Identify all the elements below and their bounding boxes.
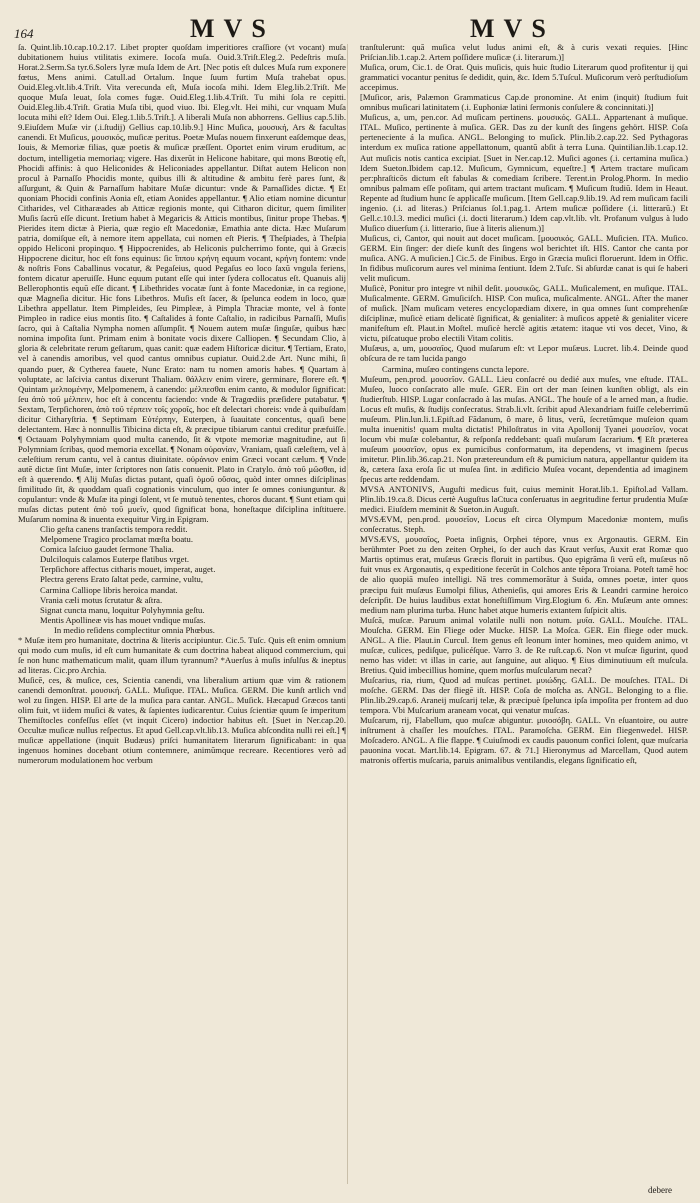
right-paragraph: Muſicus, a, um, pen.cor. Ad muſicam pertinens. μουσικός. GALL. Appartenant à muſique. ITAL. Muſico, pertinente à muſica. GER. Das zu der kunſt des ſingens gehört. HISP. Coſa perteneciente á la muſica. ANGL. Belonging to muſick. Plin.lib.2.cap.22. Sed Pythagoras interdum ex muſica ratione appellattonum, quantū abſit à terra Luna. Quintilian.lib.1.cap.12. Aut muſicis notis cantica excipiat. [Suet in Ner.cap.12. Muſici agones (.i. certamina muſica.) Idem Sueton.Ibidem cap.12. Muſicum, Gymnicum, equeſtre.] ¶ Artem tractare muſicam per:phraſticōs dictum eſt fabulas & comediam ſcribere. Terent.in Prolog.Phorm. In medio omnibus palmam eſſe poſitam, qui artem tractant muſicam. ¶ Muſicum ſtudiū. Idem in Heaut. Repente ad ſtudium hunc ſe applicaſſe muſicum. [Item Gell.cap.9.lib.19. Ad rem muſicam facili ingenio. (.i. ad literas.) Priſcianus ſol.1.pag.1. Artem muſicæ poſſidere (.i. litterarū.) Et Gell.c.10.l.3. medici muſici (.i. docti literarum.) Idem cap.vlt.lib. vlt. Profanum vulgus à ludo Muſico diuerſum (.i. litterario, ſiue à literis alienum.)] <box>360 112 688 233</box>
left-column <box>18 42 346 1192</box>
poem-line: Terpſichore affectus citharis mouet, imperat, auget. <box>40 564 216 575</box>
poem-line: Mentis Apollineæ vis has mouet vndique muſas. <box>40 614 206 625</box>
right-paragraph: Muſcarius, ria, rium, Quod ad muſcas pertinet. μυιώδης. GALL. De mouſches. ITAL. Di moſche. GERM. Das der fliegē iſt. HISP. Coſa de moſcha as. ANGL. Belonging to a flie. Plin.lib.29.cap.6. Araneij muſcarij telæ, & præcipuè ſpelunca ipſa impoſita per frontem ad duo tempora. Vbi Muſcarium araneam vocat, qui venatur muſcas. <box>360 674 688 716</box>
right-column <box>360 42 688 1192</box>
poem-line: Plectra gerens Erato ſaltat pede, carmine, vultu, <box>40 574 203 585</box>
left-paragraph: * Muſæ item pro humanitate, doctrina & literis accipiuntur. Cic.5. Tuſc. Quis eſt enim omnium qui modo cum muſis, id eſt cum humanitate & cum doctrina habeat aliquod commercium, qui ſe non hunc mathematicum malit, quam illum tyrannum? *Auerſus à muſis inſulſus & ineptus ad literas. Cic.pro Archia. <box>18 634 346 675</box>
poem-line: Dulciloquis calamos Euterpe flatibus vrget. <box>40 554 190 565</box>
left-paragraph: Muſicē, ces, & muſice, ces, Scientia canendi, vna liberalium artium quæ vim & rationem canendi demonſtrat. μουσική. GALL. Muſique. ITAL. Muſica. GERM. Die kunſt artlich vnd wol zu ſingen. HISP. El arte de la muſica para cantar. ANGL. Muſick. Hæcapud Græcos tanti olim fuit, vt iidem muſici & vates, & ſapientes iudicarentur. Cuius ſcientiæ quum ſe imperitum Themiſtocles confeſſus eſſet (vt inquit Cicero) indoctior habitus eſt. [Suet in Ner.cap.20. Occultæ muſicæ nullus reſpectus. Et apud Gell.cap.vlt.lib.13. Muſica abſcondita nulli rei eſt.] ¶ muſicæ appellatione (inquit Budæus) priſci humanitatem literarum ſignificabant: in qua ingenuos homines docebant otium contemnere, animūmque recreare. Recentiores verò ad numerorum modulationem hoc verbum <box>18 674 346 766</box>
right-paragraph: tranſtulerunt: quā muſica velut ludus animi eſt, & à curis vexati requies. [Hinc Priſcian.lib.1.cap.2. Artem poſſidere muſicæ (.i. literarum.)] <box>360 42 688 63</box>
right-paragraph: Muſicè, Ponitur pro integre vt nihil deſit. μουσικῶς. GALL. Muſicalement, en muſique. ITAL. Muſicalmente. GERM. Gmuſiciſch. HISP. Con muſica, muſicalmente. ANGL. After the maner of muſick. ]Nam muſicam veteres encyclopædiam dixere, in qua omnes ſunt comprehenſæ diſciplinæ, muſicè etiam delicatè ſignificat, & genialiter: à muſicos appetè & genialiter vicere manifeſtum eſt. Plaut.in Moſtel. muſicè herclè agitis ætatem: itaque vti vos decet, Vino, & victu, piſcatuque probo electili Vitam colitis. <box>360 283 688 344</box>
right-paragraph: Muſcā, muſcæ. Paruum animal volatile nulli non notum. μυῖα. GALL. Mouſche. ITAL. Mouſcha. GERM. Ein Fliege oder Mucke. HISP. La Moſca. GER. Ein fliege oder muck. ANGL. A flie. Plaut.in Curcul. Item genus eſt leonum inter homines, meo quidem animo, vt muſcæ, culices, pediſque, pulicéſque. Varro 3. de Re ruſt.cap.6. Non vt muſcæ ſigurint, quod nemo has videt: vt illas in carie, aut ſanguine, aut aliquo. ¶ Eius diminutiuum eſt muſcula. Bretius. Quid imbecillius homine, quem morſus muſcularum necat? <box>360 614 688 675</box>
right-paragraph: Muſica, orum, Cic.1. de Orat. Quis muſicis, quis huic ſtudio Literarum quod profitentur ij qui grammatici vocantur penitus ſe dedidit, quin, &c. Idem 5.Tuſcul. Muſicorum verò perſtudioſum accepimus. <box>360 62 688 93</box>
column-divider <box>347 44 348 1184</box>
right-paragraph: Muſicus, ci, Cantor, qui nouit aut docet muſicam. [μουσικός. GALL. Muſicien. ITA. Muſico. GERM. Ein ſinger: der dieſe kunſt des ſingens wol berichtet iſt. HIS. Cantor che canta por muſica. ANG. A muſicien.] Cic.5. de Finibus. Ergo in Græcia muſici floruerunt. Idem in Offic. In fidibus muſicorum aures vel minima ſentiunt. Idem 2.Tuſc. Si abſurdæ canat is qui ſe haberi velit muſicum. <box>360 232 688 284</box>
poem-line: In medio reſidens complectitur omnia Phœbus. <box>54 624 215 635</box>
running-head-right: MVS <box>470 14 555 43</box>
running-head-left: MVS <box>190 14 275 43</box>
page-header <box>0 10 700 44</box>
right-paragraph: MVSÆVM, pen.prod. μουσεῖον, Locus eſt circa Olympum Macedoniæ montem, muſis conſecratus. Steph. <box>360 514 688 535</box>
poem-line: Signat cuncta manu, loquitur Polyhymnia geſtu. <box>40 604 205 615</box>
page-number: 164 <box>14 26 34 41</box>
right-paragraph: Muſeum, pen.prod. μουσεῖον. GALL. Lieu conſacré ou dedié aux muſes, vne eſtude. ITAL. Muſeo, luoco conſacrato alle muſe. GER. Ein ort der man ſeinen kunſten obligt, als ein ſtudierſtub. HISP. Lugar conſacrado à las muſas. ANGL. The houſe of a le arned man, a ſtudie. Locus eſt muſis, & ſtudijs conſecratus. Strab.li.vlt. ſcribit apud Alexandriam fuiſſe celeberrimū muſeum. Plin.lun.li.1.Epiſt.ad Fādanum, ô mare, ô litus, verū, ſecretūmque muſeion quam multa inuenitis! quam multa dictatis! Philoſtratus in vita Apollonij Tyanei μουσεῖον, vocat locum vbi muſæ colebantur, & reſponſa reddebant: quaſi muſarum ſacrarium. ¶ Eſt præterea muſeum μουσεῖον, opus ex pumicibus conformatum, ita dependens, vt imaginem ſpecus imitetur. Plin.lib.36.cap.21. Non prætereundum eſt & pumicium natura, appellantur quidem ita &, cætera ſaxa eroſa ſic ut muſea ſint. in ædificio Muſea vocant, dependentia ad imaginem ſpecus arte reddendam. <box>360 373 688 485</box>
poem-line: Clio geſta canens tranſactis tempora reddit. <box>40 524 188 535</box>
right-paragraph: Muſæus, a, um, μουσαῖος, Quod muſarum eſt: vt Lepor muſæus. Lucret. lib.4. Deinde quod obſcura de re tam lucida pango <box>360 343 688 364</box>
right-paragraph: Muſcarum, rij, Flabellum, quo muſcæ abiguntur. μυιοσόβη. GALL. Vn eſuantoire, ou autre inſtrument à chaſſer les mouſches. ITAL. Paramoſcha. GERM. Ein fliegenwedel. HISP. Moſcadero. ANGL. A flie flappe. ¶ Cuiuſmodi ex caudis pauonum confici ſolent, quæ muſcaria pauonina vocat. Mart.lib.14. Epigram. 67. & 71.] Hieronymus ad Marcellam, Quod autem matronis offertis muſcaria, paruis animalibus ventilandis, elegans ſignificatio eſt, <box>360 715 688 766</box>
poem-line: Carmina Calliope libris heroica mandat. <box>40 584 178 595</box>
right-paragraph: [Muſicor, aris, Palæmon Grammaticus Cap.de pronomine. At enim (inquit) ſtudium fuit omnibus muſicari latinitatem (.i. Euphoniæ latini ſermonis conſulere & concinnitati.)] <box>360 92 688 113</box>
catchword: debere <box>648 1185 672 1195</box>
right-paragraph: MVSÆVS, μουσαῖος, Poeta inſignis, Orphei tépore, vnus ex Argonautis. GERM. Ein berühmter Poet zu den zeiten Orphei, ſo der auch das Kraut verſus, Auxit erat Romæ quo Martis optimus erat, muſæus Græcis floruit in partibus. Quo epigrāma ſi verū eſt, muſæus nō fuit vnus ex Argonautis, q expeditione fecerūt in Colchos ante têpora Troiana. Poteſt tamē hoc de alio quopiā muſeo intelligi. Nā tres commemorātur à Suida, omnes poetæ, inter quos præcipu fuit muſæus Eumolpi filius, Athenieſis, qui amores Eris & Leandri carmine heroico deſcripſit. De huius laudibus extat honeſtiſſimum Virg.Elogium 6. Æn. Muſæum ante omnes: medium nam plurima turba. Hunc habet atque humeris extantem ſuſpicit altis. <box>360 534 688 615</box>
poem-line: Carmina, muſæo contingens cuncta lepore. <box>382 363 530 374</box>
left-paragraph: ſa. Quint.lib.10.cap.10.2.17. Libet propter quoſdam imperitiores craſſiore (vt vocant) muſa dubitationem huius vtilitatis eximere. Iocoſa muſa. Ouid.3.Triſt.Eleg.2. Pedeſtris muſa. Horat.2.Serm.Sa tyr.6.Solers lyræ muſa Idem de Art. [Nec potis eſt dulces Muſa rum exponere fœtus, Mens animi. Catull.ad Ortalum. Inque ſuum furtim Muſa trahebat opus. Ouid.Eleg.vlt.lib.4.Triſt. Vita verecunda eſt, Muſa iocoſa mihi. Idem Eleg.lib.2.Triſt. Me quoque Muſa leuat, ſola comes fugæ. Ouid.Eleg.1.lib.4.Triſt. Tu mihi ſola re cepitti. Ouid.Eleg.lib.4.Triſt. Gratia Muſa tibi, quod viuo. Ibi. Eleg.vlt. Hei mihi, cur vnquam Muſa locuta mihi eſt? Idem Oui. Eleg.1.lib.5.Triſt.]. A liberali Muſa non abhorrens. Gellius cap.5.lib. 9.Eiuſdem Muſæ vir (.i.ſtudij) Gellius cap.10.lib.9.] Hinc Muſica, μουσική, Ars & facultas canendi. Et Muſicus, μουσικός, muſicæ peritus. Poetæ Muſas nouem finxerunt eaſdemque deas, Iouis, & Memoriæ filias, quæ poetis & muſicæ præſſent. Oportet enim virum eruditum, ac doctum, intelligetia memoriaq; vigere. Has dixerūt in Helicone habitare, qui mons Bœotię eſt, Phocidi affinis: à quo Heliconides & Heliconiades appellantur. Diſtat autem Helicon non procul à Parnaſſo Phocidis monte, quibus illi & altitudine & ambitu ferè pares ſunt, & aſſurgunt, & Quin & Parnaſſum habitare Muſæ dicuntur: vnde & Parnaſſides dictæ. ¶ Et quoniam Phocidi confinis Aonia eſt, etiam Aonides appellantur. ¶ Alio etiam nomine dicuntur Citharides, vel Citharæades ab Atticæ regionis monte, qui Citharon dicitur, quem ſimiliter Muſis ſacrū eſſe dicunt. Iretium habet à Megaricis & Atticis montibus, ſinitur prope Thebas. ¶ Pierides item dictæ à Pieria, quæ regio eſt Macedoniæ, Emathia ante dicta. Hæc Muſarum patria, domiſque eſt, à nemore item appellata, cui nomen eſt Pieris. ¶ Theſpiades, à Theſpia oppido Heliconi propinquo. ¶ Hippocrenides, ab Heliconis pulcherrimo fonte, qui à Græcis Hippocrene dicitur, hoc eſt fons equinus: ſic ἵππου κρήνη equum vocant, κρήνη fontem: vnde & noſtris Fons Caballinus vocatur, & Pegaſeius, quod Pegaſus eo loco ſaxū vngula feriens, fontem dicatur aperuiſſe. Hunc equum putant eſſe qui inter ſydera collocatus eſt. Quanuis alij Bellerophontis equū eſſe dicant. ¶ Libethrides vocatæ ſunt à fonte Macedoniæ, in ca regione, quæ Magneſia dicitur. Hic fons Libethros. Muſis eſt ſacer, & ſpelunca eodem in loco, quæ Libethra appellatur. Item Pimpleides, ſeu Pimpleæ, à Pimpla Thraciæ monte, vel à fonte Pimpleo in radice eius montis ſito. ¶ Caſtalides à fonte Caſtalio, in radicibus Parnaſſi, Muſis ſacro, qui à Caſtalia Nympha nomen aſſumpſit. ¶ Nouem autem muſæ ſinguſæ, quibus hæc nomina impoſita ſunt. Primam enim à bonitate vocis dixere Calliopen. ¶ Secundam Clio, à gloria & celebritate rerum geſtarum, quas canit: quæ eadem Hiſtoricæ dicitur. ¶ Tertiam, Erato, vel à canendis amoribus, vel quod cantus omnibus cupiatur. Ouid.2.de Art. Nunc mihi, ſi quando puer, & Cytherea fauete, Nunc Erato: nam tu nomen amoris habes. ¶ Quartam à voluptate, ac laſcivia cantus dixerunt Thaliam. θάλλειν enim virere, germinare, florere eſt. ¶ Quintam μελπομένην, Melpomenem, à canendo: μέλπεσθαι enim canto, & modulor ſignificat: ſeu ἀπὸ τοῦ μέλπειν, hoc eſt à concentu faciendo: vnde & Tragœdiis præſidere putabatur. ¶ Sextam, Terpſichoren, ἀπὸ τοῦ τέρπειν τοῖς χοροῖς, hoc eſt delectari choreis: vnde à quibuſdam dicitur Citharyſtria. ¶ Septimam Εὐτέρπην, Euterpen, à ſuauitate concentus, quaſi bene delectantem. Hæc à nonnullis Tibicina dicta eſt, & præcipue tibiarum cantui creditur præfuiſſe. ¶ Octauam Polyhymniam quod multa canendo, ſit & vtpote memoriæ magnitudine, aut ſi Polymniam ſcribas, quod memoria excellat. ¶ Nonam οὐρανίαν, Vraniam, quaſi cæleſtem, vel à cæleſtium rerum cantu, vel à cantus diuinitate. οὐράνιον enim Græci vocant cælum. ¶ Vnde autē dictæ ſint Muſæ, inter ſcriptores non ſatis conuenit. Plato in Cratylo. ἀπὸ τοῦ μῶσθαι, id eſt à quærendo. ¶ Alij Muſas dictas putant, quaſi ὁμοῦ οὔσας, quòd inter omnes diſciplinas ſimilitudo ſit, & quoddam quaſi cognationis vinculum, quo inter ſe omnes coniunguntur. & copulantur: vnde & Muſæ ita pingi ſolent, vt ſe mutuò tenentes, choros ducant. ¶ Sunt etiam qui muſas dictas putent ἀπὸ τοῦ μυεῖν, quod ſignificat bona, honeſtaque diſciplina inſtituere. Muſarum nomina & inuenta exequitur Virg.in Epigram. <box>18 42 346 525</box>
poem-line: Vrania cæli motus ſcrutatur & aſtra. <box>40 594 163 605</box>
poem-line: Melpomene Tragico proclamat mœſta boatu. <box>40 534 193 545</box>
poem-line: Comica laſciuo gaudet ſermone Thalia. <box>40 544 174 555</box>
right-paragraph: MVSA ANTONIVS, Auguſti medicus fuit, cuius meminit Horat.lib.1. Epiſtol.ad Vallam. Plin.lib.19.ca.8. Dicus certè Auguſtus laCtuca conſeruatus in aegritudine fertur prudentia Muſæ medici. Eiuſdem meminit & Sueton.in Auguſt. <box>360 484 688 515</box>
